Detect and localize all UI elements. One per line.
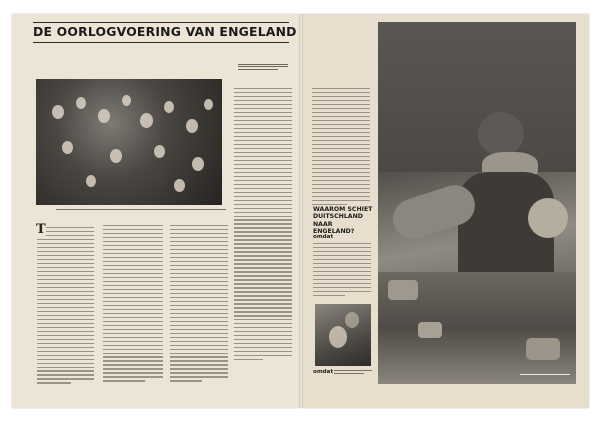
article-column-1b — [37, 239, 94, 386]
crowd-photo-caption — [56, 208, 226, 210]
omdat-text-column — [313, 243, 371, 299]
waarom-title: WAAROM SCHIET DUITSCHLAND NAAR ENGELAND? — [313, 206, 373, 236]
omdat-label-top: omdat — [313, 234, 334, 240]
headline-bottom-rule — [33, 42, 289, 43]
right-article-column — [312, 88, 370, 208]
crowd-photo — [36, 79, 222, 205]
child-photo — [315, 304, 371, 366]
article-dropcap: T — [36, 222, 46, 237]
rescue-photo — [378, 22, 576, 384]
article-column-1 — [46, 227, 94, 239]
intro-text — [238, 62, 288, 72]
magazine-spine — [299, 14, 303, 408]
headline: DE OORLOGVOERING VAN ENGELAND — [33, 24, 297, 39]
rescue-photo-caption — [520, 374, 570, 375]
child-photo-caption — [334, 370, 372, 374]
omdat-label-bottom: omdat — [313, 369, 334, 375]
article-column-2 — [103, 225, 163, 384]
article-column-3 — [170, 225, 228, 384]
article-column-4 — [234, 88, 292, 363]
